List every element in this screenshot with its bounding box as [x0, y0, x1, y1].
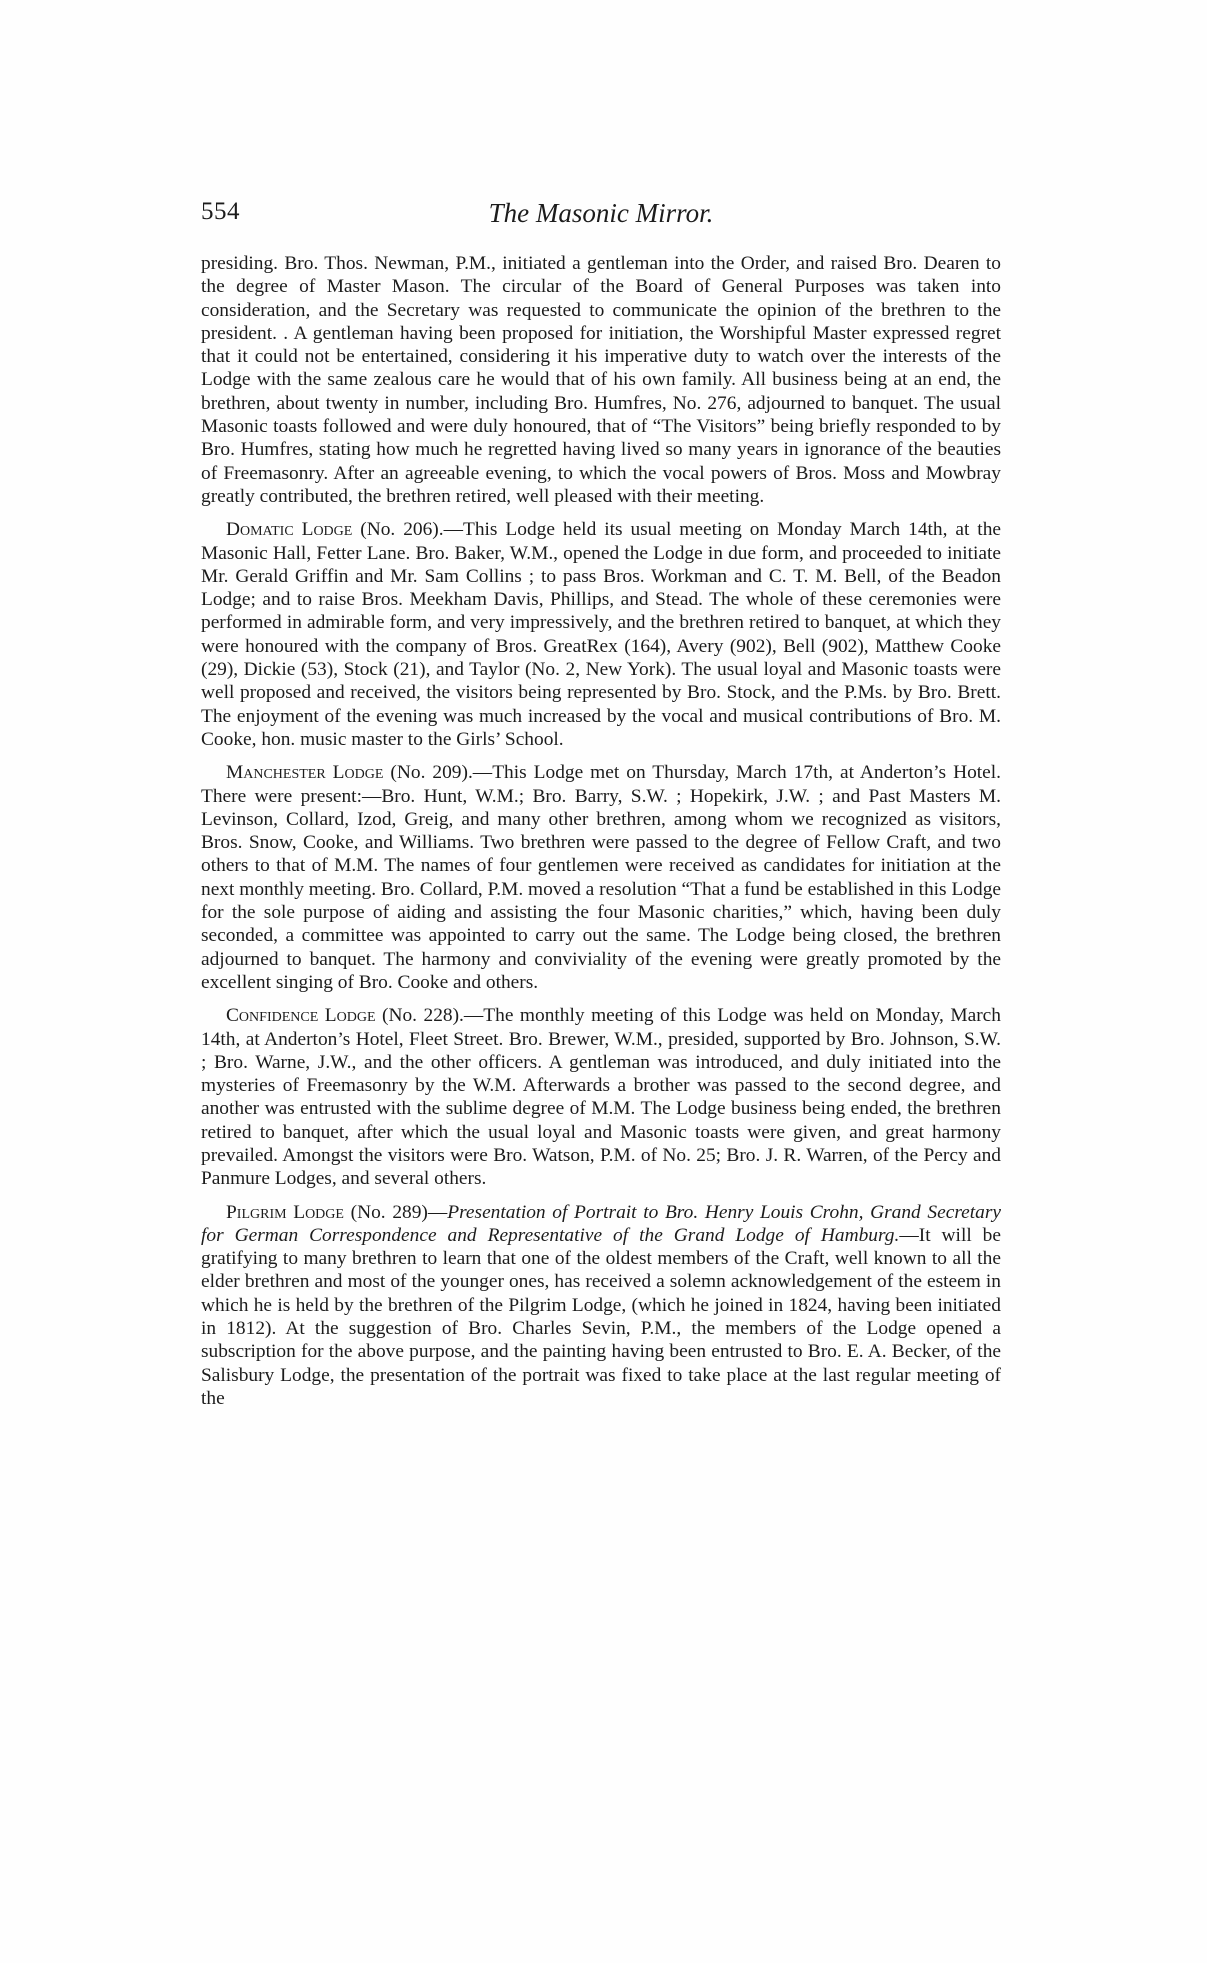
- lodge-name: Pilgrim Lodge: [226, 1201, 344, 1223]
- page-number: 554: [201, 198, 240, 225]
- paragraph-text: (No. 228).—The monthly meeting of this Lodge was held on Monday, March 14th, at Anderton’s Hotel, Fleet Street. Bro. Brewer, W.M., presided, supported by Bro. Johnson, S.W. ; Bro. Warne, J.W., and the other officers. A gentleman was introduced, and duly initiated into the mysteries of Freemasonry by the W.M. Afterwards a brother was passed to the second degree, and another was entrusted with the sublime degree of M.M. The Lodge business being ended, the brethren retired to banquet, after which the usual loyal and Masonic toasts were given, and great harmony prevailed. Amongst the visitors were Bro. Watson, P.M. of No. 25; Bro. J. R. Warren, of the Percy and Panmure Lodges, and several others.: [201, 1005, 1001, 1190]
- lodge-name: Manchester Lodge: [226, 762, 384, 784]
- paragraph-manchester-lodge: [201, 761, 1001, 994]
- paragraph-continuation: [201, 252, 1001, 508]
- paragraph-text: presiding. Bro. Thos. Newman, P.M., initiated a gentleman into the Order, and raised Bro. Dearen to the degree of Master Mason. The circular of the Board of General Purposes was taken into consideration, and the Secretary was requested to communicate the opinion of the brethren to the president. . A gentleman having been proposed for initiation, the Worshipful Master expressed regret that it could not be entertained, considering it his imperative duty to watch over the interests of the Lodge with the same zealous care he would that of his own family. All business being at an end, the brethren, about twenty in number, including Bro. Humfres, No. 276, adjourned to banquet. The usual Masonic toasts followed and were duly honoured, that of “The Visitors” being briefly responded to by Bro. Humfres, stating how much he regretted having lived so many years in ignorance of the beauties of Freemasonry. After an agreeable evening, to which the vocal powers of Bros. Moss and Mowbray greatly contributed, the brethren retired, well pleased with their meeting.: [201, 253, 1001, 507]
- lodge-name: Confidence Lodge: [226, 1005, 376, 1027]
- paragraph-pilgrim-lodge: [201, 1201, 1001, 1411]
- article-body: [201, 252, 1001, 1410]
- running-title: The Masonic Mirror.: [488, 198, 714, 228]
- lodge-number: (No. 289)—: [350, 1201, 448, 1223]
- paragraph-confidence-lodge: [201, 1004, 1001, 1190]
- paragraph-text: (No. 209).—This Lodge met on Thursday, March 17th, at Anderton’s Hotel. There were present:—Bro. Hunt, W.M.; Bro. Barry, S.W. ; Hopekirk, J.W. ; and Past Masters M. Levinson, Collard, Izod, Greig, and many other brethren, among whom we recognized as visitors, Bros. Snow, Cooke, and Williams. Two brethren were passed to the degree of Fellow Craft, and two others to that of M.M. The names of four gentlemen were received as candidates for initiation at the next monthly meeting. Bro. Collard, P.M. moved a resolution “That a fund be established in this Lodge for the sole purpose of aiding and assisting the four Masonic charities,” which, having been duly seconded, a committee was appointed to carry out the same. The Lodge being closed, the brethren adjourned to banquet. The harmony and conviviality of the evening were greatly promoted by the excellent singing of Bro. Cooke and others.: [201, 762, 1002, 993]
- page-header: [201, 198, 1001, 238]
- paragraph-text: —It will be gratifying to many brethren to learn that one of the oldest members of the Craft, well known to all the elder brethren and most of the younger ones, has received a solemn acknowledgement of the esteem in which he is held by the brethren of the Pilgrim Lodge, (which he joined in 1824, having been initiated in 1812). At the suggestion of Bro. Charles Sevin, P.M., the members of the Lodge opened a subscription for the above purpose, and the painting having been entrusted to Bro. E. A. Becker, of the Salisbury Lodge, the presentation of the portrait was fixed to take place at the last regular meeting of the: [201, 1224, 1001, 1409]
- section-heading-italic: Presentation of Portrait to Bro. Henry Louis Crohn, Grand Secretary for German Correspondence and Representative of the Grand Lodge of Hamburg.: [201, 1201, 1001, 1246]
- paragraph-text: (No. 206).—This Lodge held its usual meeting on Monday March 14th, at the Masonic Hall, Fetter Lane. Bro. Baker, W.M., opened the Lodge in due form, and proceeded to initiate Mr. Gerald Griffin and Mr. Sam Collins ; to pass Bros. Workman and C. T. M. Bell, of the Beadon Lodge; and to raise Bros. Meekham Davis, Phillips, and Stead. The whole of these ceremonies were performed in admirable form, and very impressively, and the brethren retired to banquet, at which they were honoured with the company of Bros. GreatRex (164), Avery (902), Bell (902), Matthew Cooke (29), Dickie (53), Stock (21), and Taylor (No. 2, New York). The usual loyal and Masonic toasts were well proposed and received, the visitors being represented by Bro. Stock, and the P.Ms. by Bro. Brett. The enjoyment of the evening was much increased by the vocal and musical contributions of Bro. M. Cooke, hon. music master to the Girls’ School.: [201, 519, 1001, 750]
- lodge-name: Domatic Lodge: [226, 519, 353, 541]
- paragraph-domatic-lodge: [201, 518, 1001, 751]
